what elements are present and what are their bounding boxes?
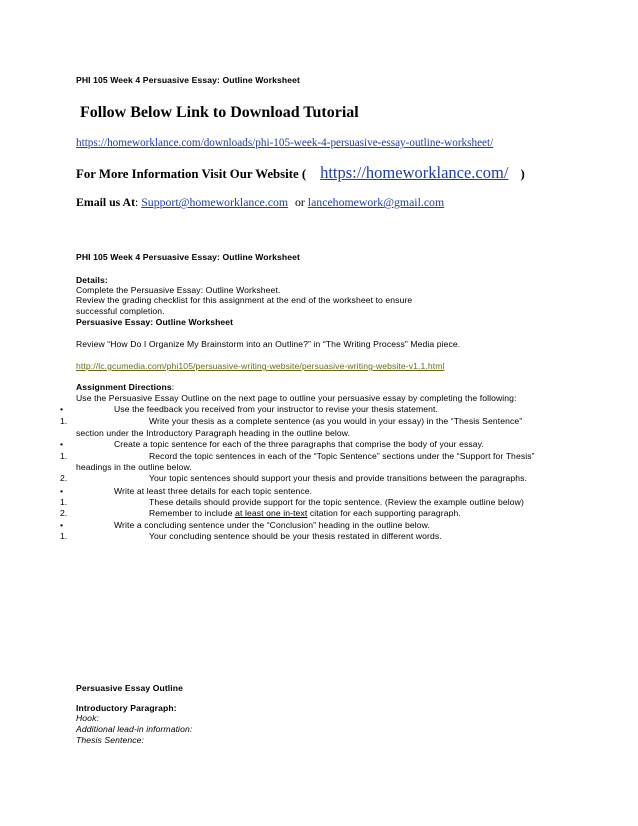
email-row <box>76 195 444 210</box>
item-3-2 <box>149 508 461 518</box>
more-info-row <box>76 163 525 183</box>
body-title: PHI 105 Week 4 Persuasive Essay: Outline Worksheet <box>76 252 300 262</box>
item-1-1-line-a: Write your thesis as a complete sentence (as you would in your essay) in the “Thesis Sentence” <box>149 416 523 426</box>
hook-label: Hook: <box>76 713 99 723</box>
item-4-1: Your concluding sentence should be your thesis restated in different words. <box>149 531 442 541</box>
more-info-close: ) <box>520 167 525 181</box>
item-3: Write at least three details for each topic sentence. <box>114 486 313 496</box>
item-3-2-post: citation for each supporting paragraph. <box>309 508 461 518</box>
item-2-2: Your topic sentences should support your thesis and provide transitions between the paragraphs. <box>149 473 527 483</box>
review-link[interactable]: http://lc.gcumedia.com/phi105/persuasive-writing-website/persuasive-writing-website-v1.1.html <box>76 361 445 371</box>
outline-title: Persuasive Essay Outline <box>76 683 184 693</box>
item-1-1-line-b: section under the Introductory Paragraph heading in the outline below. <box>76 428 351 438</box>
item-4-1-marker: 1. <box>60 531 68 541</box>
item-2-2-marker: 2. <box>60 473 68 483</box>
intro-heading: Introductory Paragraph: <box>76 703 177 713</box>
website-link[interactable]: https://homeworklance.com/ <box>320 163 509 182</box>
item-3-1: These details should provide support for the topic sentence. (Review the example outline below) <box>149 497 524 507</box>
lead-in-label: Additional lead-in information: <box>76 724 193 734</box>
email-colon: : <box>135 195 139 209</box>
item-3-2-pre: Remember to include <box>149 508 233 518</box>
download-link[interactable]: https://homeworklance.com/downloads/phi-105-week-4-persuasive-essay-outline-worksheet/ <box>76 137 494 149</box>
follow-text: Follow Below Link to Download Tutorial <box>80 104 359 121</box>
email-primary-link[interactable]: Support@homeworklance.com <box>141 195 289 209</box>
item-3-2-underlined: at least one in-text <box>235 508 308 518</box>
item-4: Write a concluding sentence under the “Conclusion” heading in the outline below. <box>114 520 430 530</box>
directions-intro: Use the Persuasive Essay Outline on the next page to outline your persuasive essay by completing the following: <box>76 393 517 403</box>
bullet-marker: • <box>60 486 64 496</box>
outline-heading: Persuasive Essay: Outline Worksheet <box>76 317 234 327</box>
details-line-2: Review the grading checklist for this assignment at the end of the worksheet to ensure <box>76 295 413 305</box>
header-title: PHI 105 Week 4 Persuasive Essay: Outline Worksheet <box>76 75 300 85</box>
bullet-marker: • <box>60 404 64 414</box>
item-2-1-line-b: headings in the outline below. <box>76 462 192 472</box>
details-line-3: successful completion. <box>76 306 165 316</box>
more-info-label: For More Information Visit Our Website ( <box>76 167 307 181</box>
bullet-marker: • <box>60 520 64 530</box>
item-1-1-marker: 1. <box>60 416 68 426</box>
item-2-1-marker: 1. <box>60 451 68 461</box>
details-label: Details: <box>76 275 108 285</box>
email-label: Email us At <box>76 195 135 209</box>
email-secondary-link[interactable]: lancehomework@gmail.com <box>307 195 445 209</box>
bullet-marker: • <box>60 439 64 449</box>
details-line-1: Complete the Persuasive Essay: Outline Worksheet. <box>76 285 281 295</box>
directions-colon: : <box>171 382 175 392</box>
item-3-1-marker: 1. <box>60 497 68 507</box>
thesis-label: Thesis Sentence: <box>76 735 144 745</box>
review-text: Review “How Do I Organize My Brainstorm into an Outline?” in “The Writing Process” Media piece. <box>76 339 461 349</box>
email-or: or <box>295 195 305 209</box>
item-1: Use the feedback you received from your instructor to revise your thesis statement. <box>114 404 439 414</box>
directions-label: Assignment Directions <box>76 382 172 392</box>
item-3-2-marker: 2. <box>60 508 68 518</box>
item-2: Create a topic sentence for each of the three paragraphs that comprise the body of your essay. <box>114 439 484 449</box>
item-2-1-line-a: Record the topic sentences in each of the “Topic Sentence” sections under the “Support for Thesis” <box>149 451 535 461</box>
directions-heading <box>76 382 174 392</box>
